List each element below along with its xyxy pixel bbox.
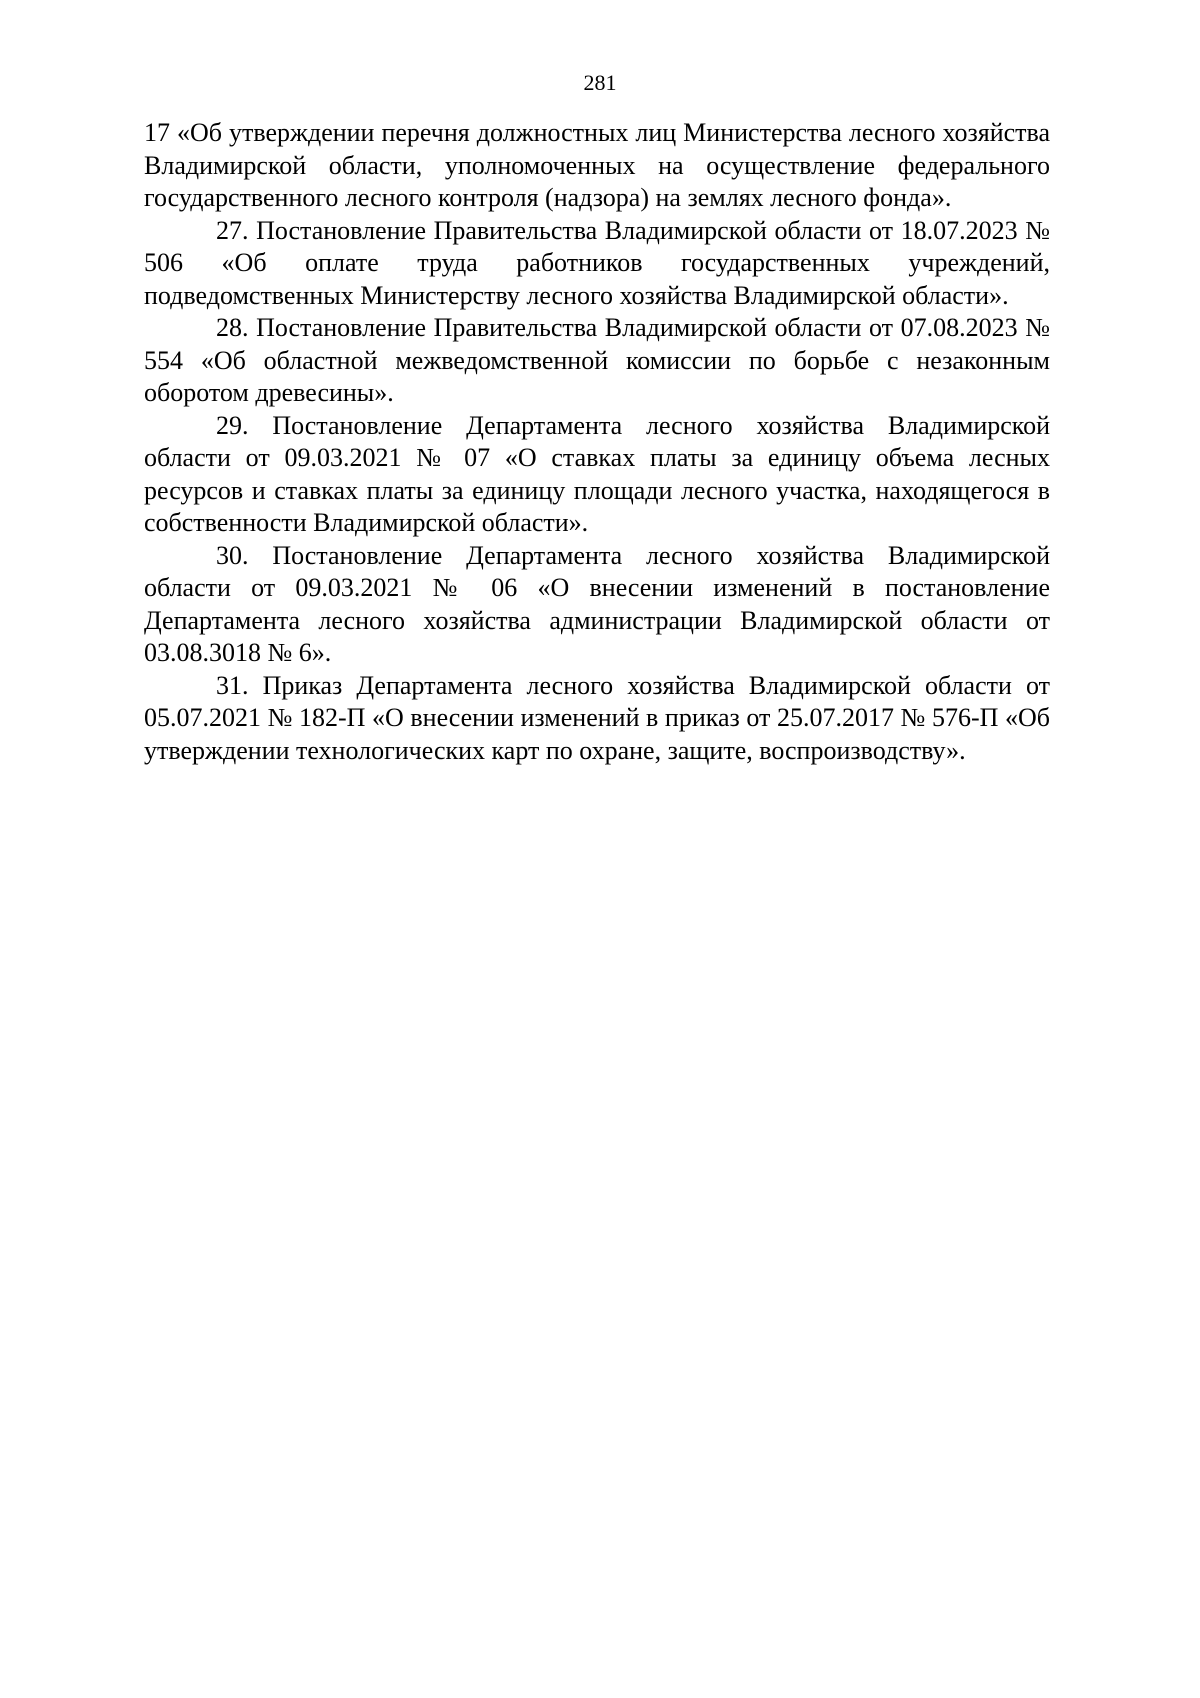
document-body [144, 117, 1050, 767]
paragraph-27: 27. Постановление Правительства Владимирской области от 18.07.2023 № 506 «Об оплате труда работников государственных учреждений, подведомственных Министерству лесного хозяйства Владимирской области». [144, 215, 1050, 310]
paragraph-29: 29. Постановление Департамента лесного хозяйства Владимирской области от 09.03.2021 № 07 «О ставках платы за единицу объема лесных ресурсов и ставках платы за единицу площади лесного участка, находящегося в собственности Владимирской области». [144, 410, 1050, 537]
page-number: 281 [583, 70, 617, 95]
paragraph-31: 31. Приказ Департамента лесного хозяйства Владимирской области от 05.07.2021 № 182-П «О внесении изменений в приказ от 25.07.2017 № 576-П «Об утверждении технологических карт по охране, защите, воспроизводству». [144, 670, 1050, 765]
paragraph-28: 28. Постановление Правительства Владимирской области от 07.08.2023 № 554 «Об областной межведомственной комиссии по борьбе с незаконным оборотом древесины». [144, 313, 1050, 407]
paragraph-30: 30. Постановление Департамента лесного хозяйства Владимирской области от 09.03.2021 № 06 «О внесении изменений в постановление Департамента лесного хозяйства администрации Владимирской области от 03.08.3018 № 6». [144, 540, 1050, 667]
paragraph-26-continuation: 17 «Об утверждении перечня должностных лиц Министерства лесного хозяйства Владимирской области, уполномоченных на осуществление федерального государственного лесного контроля (надзора) на землях лесного фонда». [144, 118, 1050, 212]
